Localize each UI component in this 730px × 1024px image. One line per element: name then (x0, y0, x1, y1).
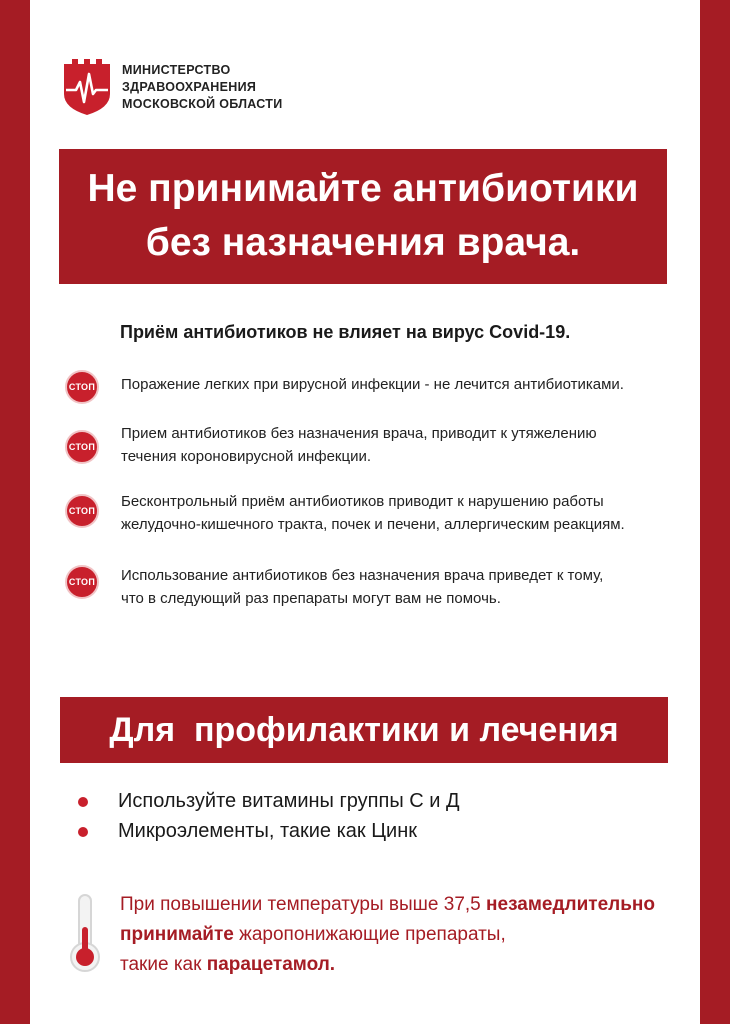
stop-icon: СТОП (65, 430, 99, 464)
stop-item-line: Поражение легких при вирусной инфекции - не лечится антибиотиками. (121, 376, 624, 393)
left-red-border (0, 0, 30, 1024)
title-line-2: без назначения врача. (145, 221, 581, 264)
red-dot-icon (78, 797, 88, 807)
stop-item-line: Использование антибиотиков без назначения врача приведет к тому, (121, 567, 604, 584)
ministry-name (122, 62, 283, 113)
stop-item-line: что в следующий раз препараты могут вам не помочь. (121, 590, 501, 607)
warning-line-3 (120, 950, 655, 980)
title-banner (59, 149, 667, 284)
warning-text: жаропонижающие препараты, (233, 924, 506, 945)
ministry-line-3: МОСКОВСКОЙ ОБЛАСТИ (122, 96, 283, 111)
stop-icon: СТОП (65, 370, 99, 404)
warning-line-2 (120, 920, 655, 950)
stop-icon: СТОП (65, 494, 99, 528)
bullet-text: Используйте витамины группы С и Д (118, 790, 460, 812)
bullet-item-2 (78, 820, 417, 843)
section-banner: Для профилактики и лечения (60, 697, 668, 763)
ministry-line-1: МИНИСТЕРСТВО (122, 62, 231, 77)
warning-line-1 (120, 890, 655, 920)
bullet-text: Микроэлементы, такие как Цинк (118, 820, 417, 842)
ministry-logo-icon (62, 58, 112, 116)
right-red-border (700, 0, 730, 1024)
stop-item-text (121, 422, 597, 468)
warning-emphasis: парацетамол. (206, 954, 336, 975)
warning-text: При повышении температуры выше 37,5 (120, 894, 487, 915)
stop-item-line: желудочно-кишечного тракта, почек и печени, аллергическим реакциям. (121, 516, 625, 533)
stop-item-text (121, 373, 624, 396)
warning-emphasis: незамедлительно (486, 894, 655, 915)
stop-item-text (121, 564, 603, 610)
bullet-item-1 (78, 790, 460, 813)
ministry-line-2: ЗДРАВООХРАНЕНИЯ (122, 79, 257, 94)
lead-statement: Приём антибиотиков не влияет на вирус Covid-19. (120, 322, 571, 342)
stop-item-line: Прием антибиотиков без назначения врача, приводит к утяжелению (121, 425, 597, 442)
thermometer-icon (68, 893, 102, 975)
red-dot-icon (78, 827, 88, 837)
ministry-header (62, 58, 283, 116)
warning-text: такие как (120, 954, 207, 975)
stop-icon: СТОП (65, 565, 99, 599)
stop-item-line: течения короновирусной инфекции. (121, 448, 371, 465)
fever-warning (120, 890, 655, 980)
title-line-1: Не принимайте антибиотики (87, 167, 639, 210)
stop-item-line: Бесконтрольный приём антибиотиков приводит к нарушению работы (121, 493, 604, 510)
stop-item-text (121, 490, 625, 536)
warning-emphasis: принимайте (120, 924, 234, 945)
